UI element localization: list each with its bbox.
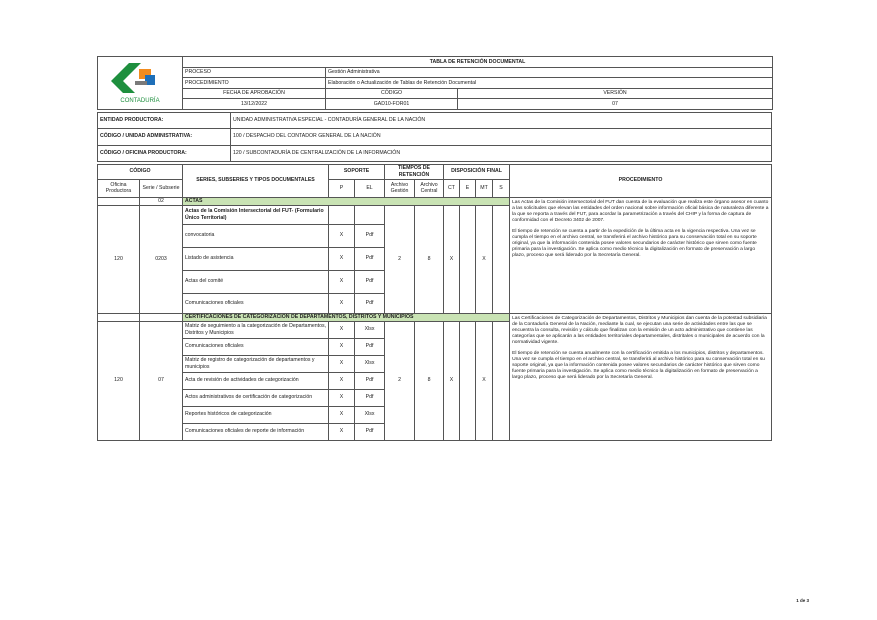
office-code: 120 [98, 205, 140, 313]
support-physical: X [329, 321, 355, 338]
disposition-mt: X [476, 321, 493, 440]
support-physical: X [329, 247, 355, 270]
col-disposicion: DISPOSICIÓN FINAL [444, 164, 510, 179]
document-type: convocatoria [183, 224, 329, 247]
support-electronic: Pdf [355, 372, 385, 389]
support-physical: X [329, 224, 355, 247]
subseries-code: 0203 [140, 205, 183, 313]
process-value: Gestión Administrativa [326, 67, 773, 78]
code-label: CÓDIGO [326, 88, 458, 99]
office-value: 120 / SUBCONTADURÍA DE CENTRALIZACIÓN DE LA INFORMACIÓN [231, 145, 772, 161]
page-number: 1 de 3 [796, 598, 809, 603]
document-type: Comunicaciones oficiales [183, 338, 329, 355]
col-e: E [460, 179, 476, 197]
table-title: TABLA DE RETENCIÓN DOCUMENTAL [183, 57, 773, 68]
document-type: Actas del comité [183, 270, 329, 293]
code-value: GAD10-FOR01 [326, 99, 458, 110]
document-type: Actos administrativos de certificación de categorización [183, 389, 329, 406]
disposition-e [460, 321, 476, 440]
logo [98, 57, 183, 110]
version-value: 07 [458, 99, 773, 110]
retention-table-sheet [97, 56, 772, 441]
disposition-ct: X [444, 321, 460, 440]
support-physical: X [329, 389, 355, 406]
svg-text:CONTADURÍA: CONTADURÍA [120, 97, 160, 104]
disposition-ct: X [444, 205, 460, 313]
archive-management-years: 2 [385, 321, 415, 440]
col-tiempos: TIEMPOS DE RETENCIÓN [385, 164, 444, 179]
entity-value: UNIDAD ADMINISTRATIVA ESPECIAL - CONTADURÍA GENERAL DE LA NACIÓN [231, 112, 772, 128]
office-code: 120 [98, 321, 140, 440]
support-electronic: Pdf [355, 270, 385, 293]
support-physical: X [329, 270, 355, 293]
approval-date-value: 13/12/2022 [183, 99, 326, 110]
subseries-code: 07 [140, 321, 183, 440]
col-ct: CT [444, 179, 460, 197]
col-series: SERIES, SUBSERIES Y TIPOS DOCUMENTALES [183, 164, 329, 197]
support-physical: X [329, 355, 355, 372]
disposition-s [493, 321, 510, 440]
unit-value: 100 / DESPACHO DEL CONTADOR GENERAL DE LA NACIÓN [231, 128, 772, 145]
archive-central-years: 8 [415, 321, 444, 440]
col-oficina: Oficina Productora [98, 179, 140, 197]
document-type: Comunicaciones oficiales de reporte de información [183, 423, 329, 440]
header-table [97, 56, 773, 110]
support-electronic: Xlsx [355, 355, 385, 372]
main-table [97, 164, 772, 441]
support-electronic: Pdf [355, 389, 385, 406]
archive-central-years: 8 [415, 205, 444, 313]
series-name: ACTAS [183, 197, 510, 205]
support-electronic: Pdf [355, 247, 385, 270]
approval-date-label: FECHA DE APROBACIÓN [183, 88, 326, 99]
entity-table [97, 112, 772, 162]
series-office-blank [98, 197, 140, 205]
col-serie: Serie / Subserie [140, 179, 183, 197]
col-archivo-central: Archivo Central [415, 179, 444, 197]
support-electronic: Pdf [355, 423, 385, 440]
disposition-mt: X [476, 205, 493, 313]
col-procedimiento: PROCEDIMIENTO [510, 164, 772, 197]
procedure-label: PROCEDIMIENTO [183, 78, 326, 89]
document-type: Comunicaciones oficiales [183, 293, 329, 313]
unit-label: CÓDIGO / UNIDAD ADMINISTRATIVA: [98, 128, 231, 145]
support-physical: X [329, 423, 355, 440]
office-label: CÓDIGO / OFICINA PRODUCTORA: [98, 145, 231, 161]
procedure-text: Las Certificaciones de Categorización de Departamentos, Distritos y Municipios dan cuenta de la potestad subsidiaria de la Contaduría General de la Nación, mediante la cual, se ejecutan una serie de actividades entre las que se encuentra la consulta, revisión y cálculo que finalizan con la emisión de un acto administrativo que contiene las categorías que se aplicarán a las entidades territoriales departamentales, distritales o municipales de acuerdo con la normatividad vigente. El tiempo de retención se cuenta anualmente con la certificación emitida a los municipios, distritos y departamentos. Una vez se cumpla el tiempo en el archivo central, se transferirá al archivo histórico para su conservación total en su soporte original, ya que la información contenida posee valores secundarios de carácter histórico que sirven como fuente primaria para la investigación. Se aplica como medio técnico la digitalización en formato de preservación a largo plazo, proceso que será liderado por la Secretaría General. [510, 313, 772, 440]
contaduria-logo-icon [109, 59, 171, 105]
procedure-value: Elaboración o Actualización de Tablas de Retención Documental [326, 78, 773, 89]
col-soporte: SOPORTE [329, 164, 385, 179]
support-electronic: Pdf [355, 338, 385, 355]
disposition-s [493, 205, 510, 313]
process-label: PROCESO [183, 67, 326, 78]
entity-label: ENTIDAD PRODUCTORA: [98, 112, 231, 128]
document-type: Matriz de registro de categorización de departamentos y municipios [183, 355, 329, 372]
document-type: Acta de revisión de actividades de categorización [183, 372, 329, 389]
support-physical: X [329, 406, 355, 423]
support-electronic: Pdf [355, 293, 385, 313]
series-code: 02 [140, 197, 183, 205]
support-electronic: Pdf [355, 224, 385, 247]
version-label: VERSIÓN [458, 88, 773, 99]
support-physical: X [329, 338, 355, 355]
support-electronic: Xlsx [355, 321, 385, 338]
procedure-text: Las Actas de la Comisión intersectorial del FUT dan cuenta de la evaluación que realiza este órgano asesor en cuanto a las solicitudes que elevan las entidades del orden nacional sobre información oficial básica de naturaleza diferente a la que se reporta a través del FUT, para acordar la parametrización a través del CHIP y la forma de captura de conformidad con el Decreto 3402 de 2007. El tiempo de retención se cuenta a partir de la expedición de la última acta en la vigencia respectiva. Una vez se cumpla el tiempo en el archivo central, se transferirá el archivo histórico para su conservación total en su soporte original, ya que la información contenida posee valores secundarios de carácter histórico que sirven como fuente primaria para la investigación. Se aplica como medio técnico la digitalización en formato de preservación a largo plazo, proceso que será liderado por la Secretaría General. [510, 197, 772, 313]
document-type: Listado de asistencia [183, 247, 329, 270]
col-mt: MT [476, 179, 493, 197]
archive-management-years: 2 [385, 205, 415, 313]
col-p: P [329, 179, 355, 197]
series-name: CERTIFICACIONES DE CATEGORIZACIÓN DE DEPARTAMENTOS, DISTRITOS Y MUNICIPIOS [183, 313, 510, 321]
disposition-e [460, 205, 476, 313]
document-type: Matriz de seguimiento a la categorización de Departamentos, Distritos y Municipios [183, 321, 329, 338]
support-physical: X [329, 293, 355, 313]
col-s: S [493, 179, 510, 197]
col-el: EL [355, 179, 385, 197]
document-type: Reportes históricos de categorización [183, 406, 329, 423]
support-electronic: Xlsx [355, 406, 385, 423]
support-physical: X [329, 372, 355, 389]
col-codigo: CÓDIGO [98, 164, 183, 179]
subseries-name: Actas de la Comisión Intersectorial del FUT- (Formulario Único Territorial) [183, 205, 329, 224]
col-archivo-gestion: Archivo Gestión [385, 179, 415, 197]
